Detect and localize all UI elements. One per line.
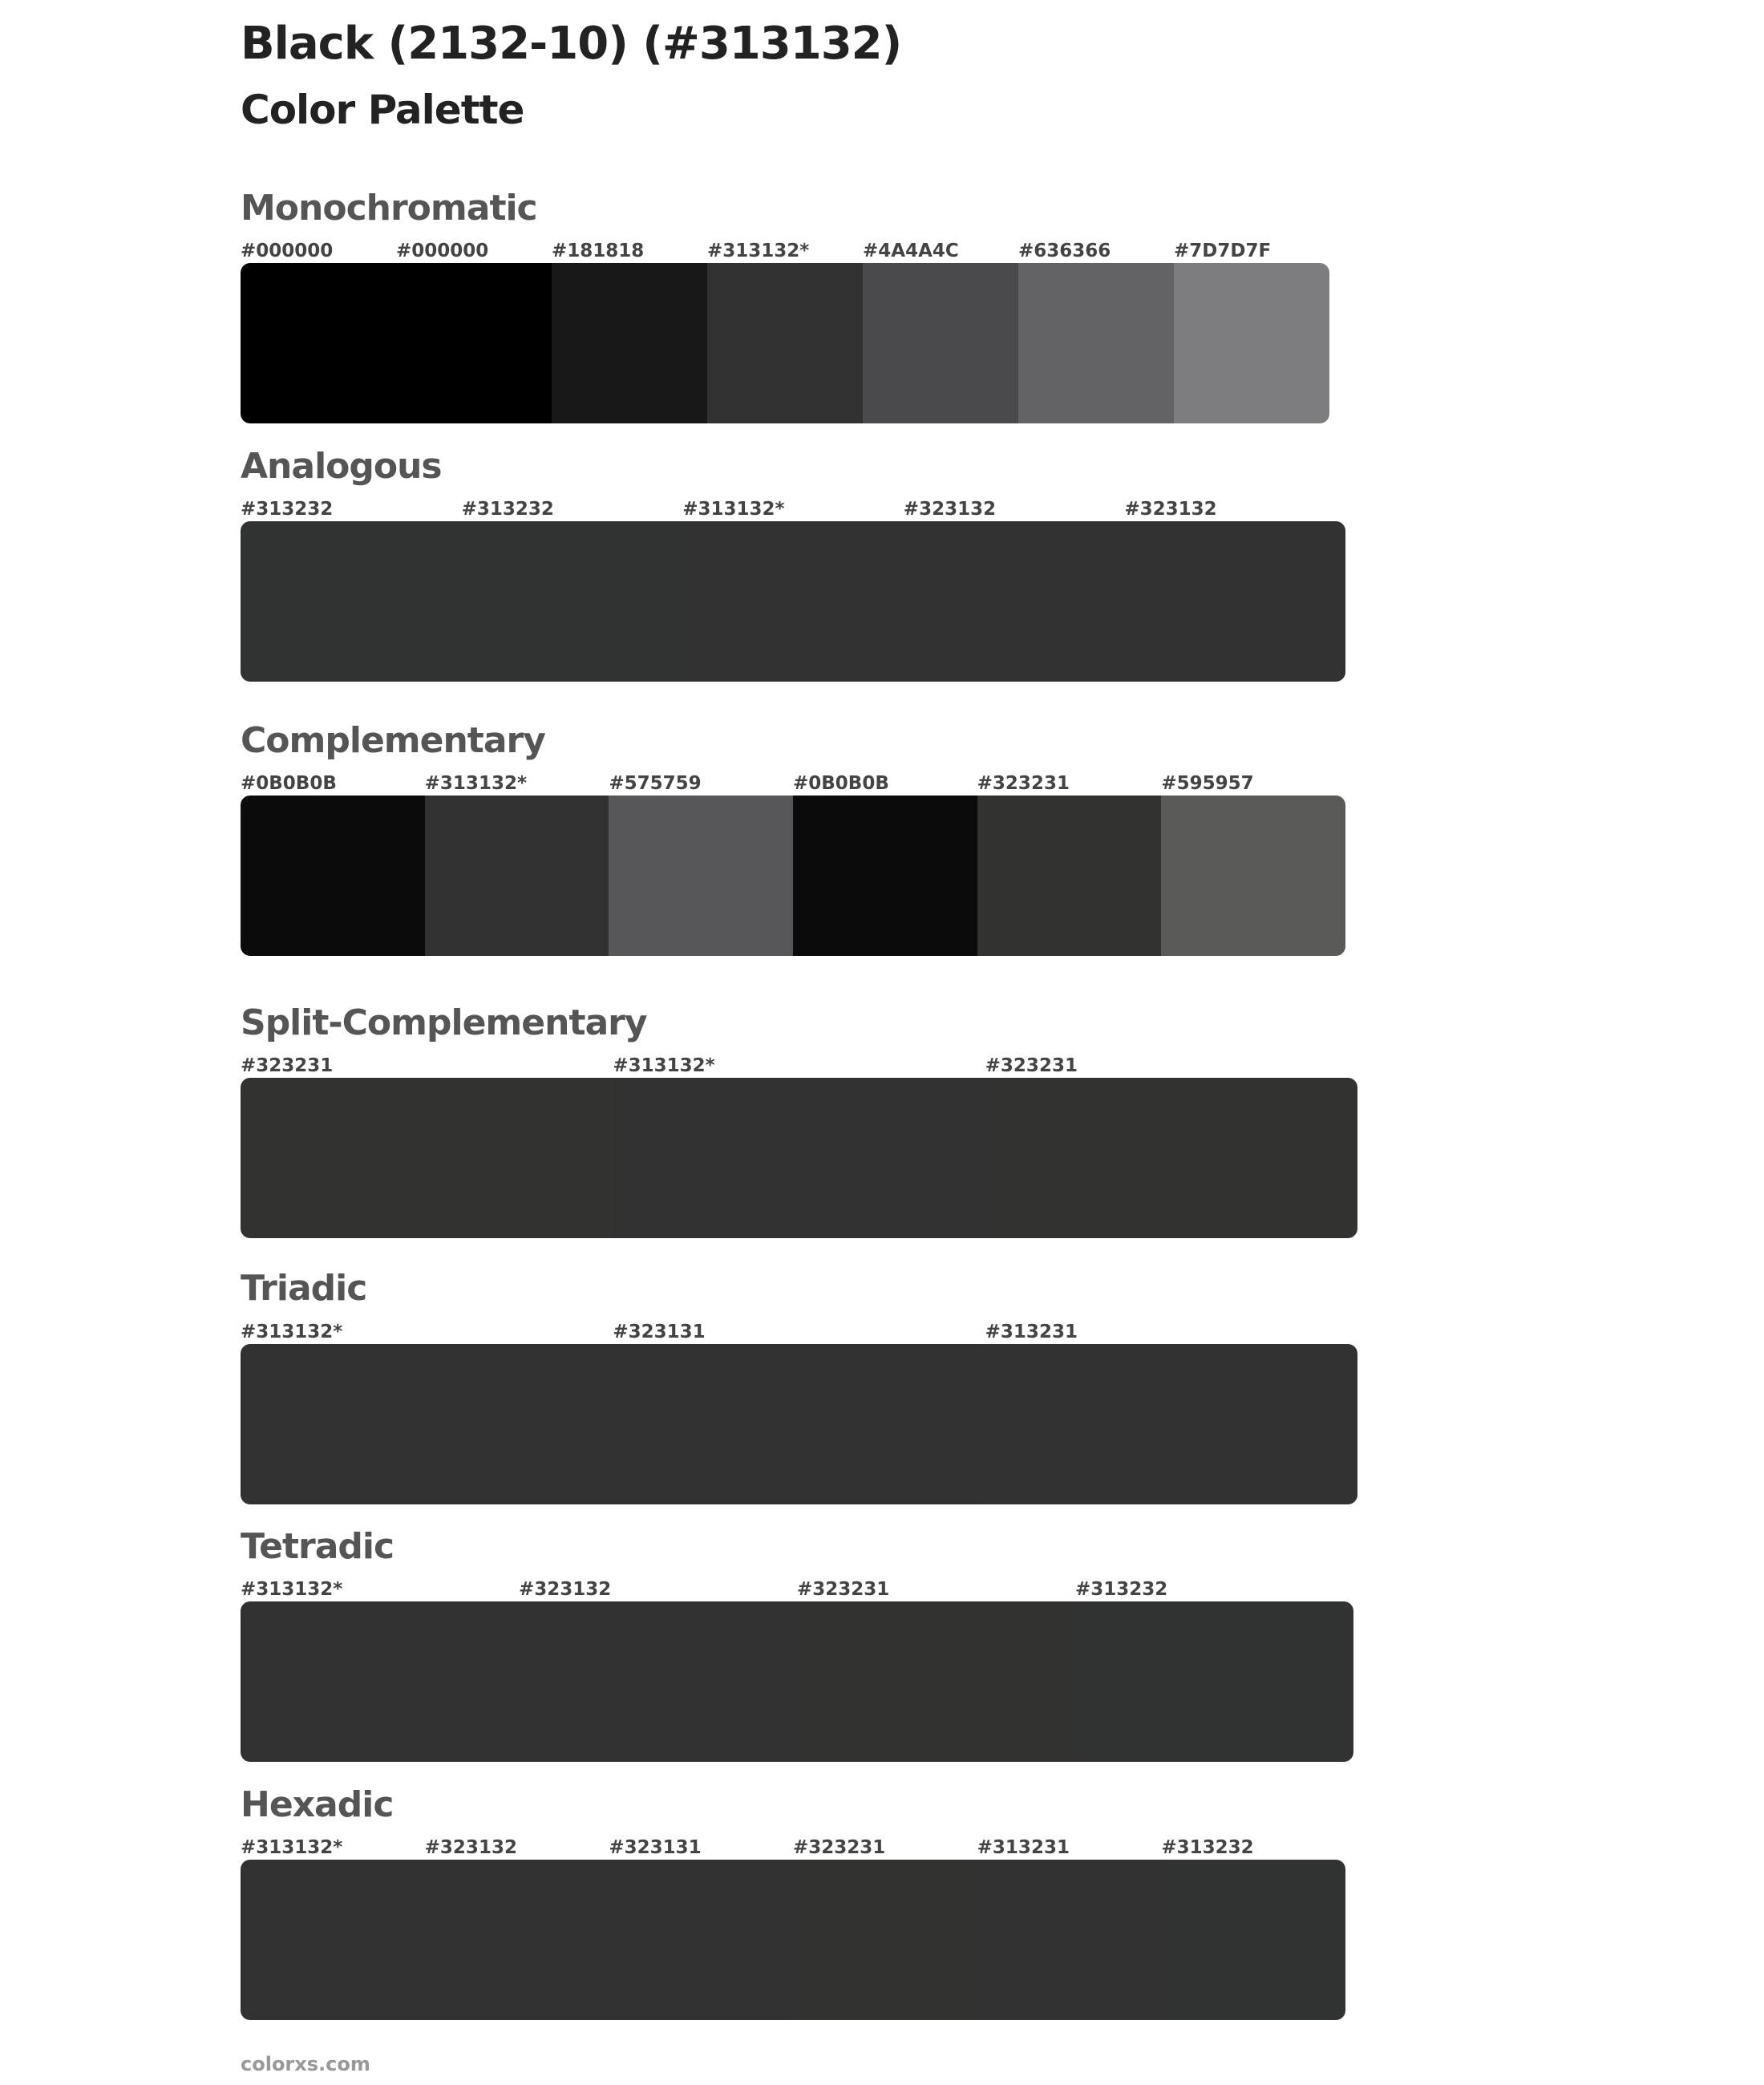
section-title: Hexadic [241, 1784, 394, 1825]
hex-label: #0B0B0B [793, 773, 889, 794]
color-swatch[interactable] [241, 263, 396, 423]
hex-label: #313231 [977, 1837, 1070, 1858]
hex-label: #313231 [985, 1322, 1078, 1342]
swatch-strip [241, 796, 1345, 956]
section-title: Analogous [241, 446, 442, 487]
swatch-strip [241, 1078, 1357, 1238]
hex-label: #313232 [461, 499, 554, 520]
hex-label: #323231 [241, 1055, 334, 1076]
swatch-strip [241, 1344, 1357, 1504]
section-title: Split-Complementary [241, 1002, 647, 1043]
color-swatch[interactable] [977, 796, 1162, 956]
hex-label: #313132* [241, 1322, 343, 1342]
hex-label: #000000 [241, 241, 334, 261]
hex-label: #323231 [977, 773, 1070, 794]
hex-label: #4A4A4C [863, 241, 959, 261]
color-swatch[interactable] [396, 263, 552, 423]
color-swatch[interactable] [552, 263, 707, 423]
hex-label: #323231 [793, 1837, 886, 1858]
color-swatch[interactable] [1161, 796, 1345, 956]
hex-label: #323231 [985, 1055, 1078, 1076]
page-subtitle: Color Palette [241, 87, 524, 133]
hex-label: #323131 [613, 1322, 706, 1342]
hex-label: #323231 [797, 1579, 890, 1600]
color-swatch[interactable] [241, 1078, 613, 1238]
color-swatch[interactable] [609, 1860, 793, 2020]
swatch-strip [241, 1860, 1345, 2020]
hex-label: #313232 [1161, 1837, 1254, 1858]
color-swatch[interactable] [241, 796, 425, 956]
swatch-strip [241, 263, 1329, 423]
color-swatch[interactable] [1018, 263, 1174, 423]
hex-label: #313132* [613, 1055, 715, 1076]
page-title: Black (2132-10) (#313132) [241, 18, 902, 70]
hex-label: #595957 [1161, 773, 1254, 794]
color-swatch[interactable] [425, 1860, 609, 2020]
color-swatch[interactable] [1075, 1601, 1353, 1762]
color-swatch[interactable] [977, 1860, 1162, 2020]
color-swatch[interactable] [1161, 1860, 1345, 2020]
hex-label: #636366 [1018, 241, 1111, 261]
color-swatch[interactable] [241, 1601, 519, 1762]
hex-label: #323132 [903, 499, 997, 520]
section-title: Monochromatic [241, 188, 537, 229]
color-swatch[interactable] [241, 521, 462, 682]
color-swatch[interactable] [425, 796, 609, 956]
hex-label: #313232 [241, 499, 334, 520]
section-title: Complementary [241, 720, 545, 761]
hex-label: #313132* [707, 241, 810, 261]
color-swatch[interactable] [682, 521, 904, 682]
color-swatch[interactable] [613, 1344, 985, 1504]
hex-label: #0B0B0B [241, 773, 337, 794]
hex-label: #313132* [241, 1837, 343, 1858]
color-swatch[interactable] [797, 1601, 1075, 1762]
color-swatch[interactable] [904, 521, 1125, 682]
hex-label: #323132 [424, 1837, 517, 1858]
hex-label: #323132 [519, 1579, 612, 1600]
color-swatch[interactable] [793, 796, 977, 956]
hex-label: #323131 [609, 1837, 702, 1858]
hex-label: #313132* [682, 499, 785, 520]
color-swatch[interactable] [707, 263, 863, 423]
hex-label: #181818 [552, 241, 645, 261]
hex-label: #313132* [424, 773, 527, 794]
color-swatch[interactable] [1124, 521, 1345, 682]
color-swatch[interactable] [1174, 263, 1329, 423]
color-swatch[interactable] [793, 1860, 977, 2020]
hex-label: #575759 [609, 773, 702, 794]
color-swatch[interactable] [241, 1344, 613, 1504]
swatch-strip [241, 521, 1345, 682]
swatch-strip [241, 1601, 1353, 1762]
color-swatch[interactable] [241, 1860, 425, 2020]
color-swatch[interactable] [462, 521, 683, 682]
color-swatch[interactable] [985, 1344, 1357, 1504]
hex-label: #313132* [241, 1579, 343, 1600]
color-swatch[interactable] [863, 263, 1018, 423]
color-swatch[interactable] [609, 796, 793, 956]
hex-label: #000000 [396, 241, 489, 261]
section-title: Triadic [241, 1268, 367, 1309]
color-swatch[interactable] [985, 1078, 1357, 1238]
color-swatch[interactable] [613, 1078, 985, 1238]
hex-label: #323132 [1124, 499, 1217, 520]
hex-label: #313232 [1075, 1579, 1168, 1600]
hex-label: #7D7D7F [1174, 241, 1272, 261]
footer-site[interactable]: colorxs.com [241, 2053, 370, 2075]
section-title: Tetradic [241, 1526, 394, 1567]
color-swatch[interactable] [519, 1601, 797, 1762]
